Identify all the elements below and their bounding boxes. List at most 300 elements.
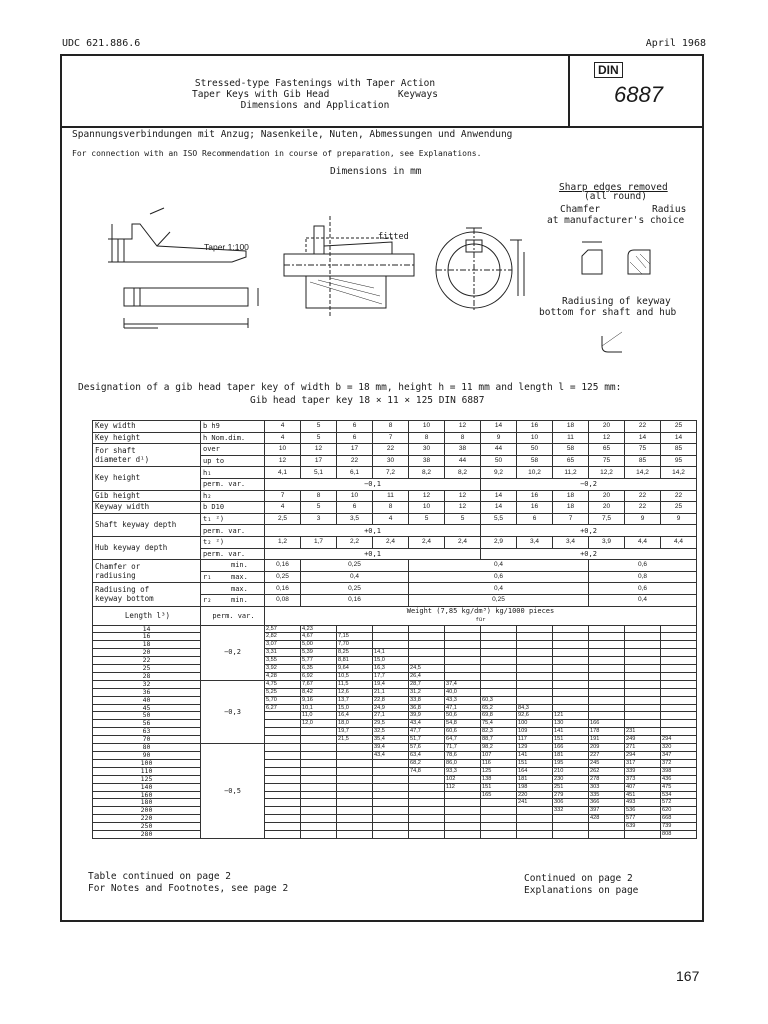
dimensions-unit: Dimensions in mm	[330, 166, 422, 177]
value-cell: 2,5	[265, 513, 301, 525]
weight-cell: 8,81	[337, 657, 373, 665]
value-cell: 1,2	[265, 536, 301, 548]
value-cell: 4,4	[625, 536, 661, 548]
weight-cell: 279	[553, 791, 589, 799]
weight-cell: 78,6	[445, 752, 481, 760]
weight-cell	[373, 807, 409, 815]
weight-cell: 17,7	[373, 672, 409, 680]
weight-cell: 84,3	[517, 704, 553, 712]
weight-cell	[625, 688, 661, 696]
weight-cell	[661, 641, 697, 649]
weight-cell: 102	[445, 775, 481, 783]
value-cell: 25	[661, 421, 697, 433]
chamfer-symbol: r₁	[203, 573, 212, 582]
value-cell: 0,8	[589, 571, 697, 583]
weight-cell	[265, 728, 301, 736]
weight-cell: 88,7	[481, 736, 517, 744]
value-cell: 18	[553, 502, 589, 514]
gib-head-key-drawing	[108, 208, 258, 328]
length-value: 16	[93, 633, 201, 641]
weight-cell: 668	[661, 815, 697, 823]
row-label: Hub keyway depth	[93, 536, 201, 559]
radiusing-label-1: Radiusing of	[95, 585, 150, 595]
perm-var-label: perm. var.	[201, 548, 265, 560]
weight-cell: 10,5	[337, 672, 373, 680]
value-cell: 65	[589, 444, 625, 456]
weight-cell	[589, 712, 625, 720]
weight-cell	[445, 807, 481, 815]
length-row	[93, 633, 697, 641]
weight-cell	[589, 704, 625, 712]
weight-cell	[301, 752, 337, 760]
weight-cell	[301, 799, 337, 807]
weight-cell	[625, 625, 661, 633]
value-cell: 8,2	[445, 467, 481, 479]
weight-cell: 16,3	[373, 665, 409, 673]
gib-height-row	[93, 490, 697, 502]
weight-cell: 6,35	[301, 665, 337, 673]
weight-cell: 639	[625, 823, 661, 831]
value-cell: 3,4	[517, 536, 553, 548]
weight-cell	[373, 633, 409, 641]
value-cell: 38	[409, 455, 445, 467]
weight-cell: 100	[517, 720, 553, 728]
value-cell: 18	[553, 490, 589, 502]
weight-cell: 151	[517, 759, 553, 767]
value-cell: 10	[409, 502, 445, 514]
weight-cell	[625, 672, 661, 680]
weight-cell	[373, 799, 409, 807]
length-value: 100	[93, 759, 201, 767]
weight-cell: 372	[661, 759, 697, 767]
weight-cell	[553, 704, 589, 712]
value-cell: 75	[589, 455, 625, 467]
weight-cell	[481, 688, 517, 696]
weight-cell: 4,23	[301, 625, 337, 633]
weight-cell: 92,6	[517, 712, 553, 720]
weight-cell: 75,4	[481, 720, 517, 728]
value-cell: 58	[553, 444, 589, 456]
value-cell: 85	[625, 455, 661, 467]
weight-cell	[265, 823, 301, 831]
weight-cell	[517, 688, 553, 696]
weight-cell: 14,1	[373, 649, 409, 657]
perm-var-group: −0,2	[201, 625, 265, 680]
weight-cell	[373, 759, 409, 767]
weight-cell: 141	[553, 728, 589, 736]
weight-cell	[589, 641, 625, 649]
weight-cell: 43,3	[445, 696, 481, 704]
weight-cell	[409, 799, 445, 807]
perm-var-right: −0,2	[481, 478, 697, 490]
weight-cell: 60,6	[445, 728, 481, 736]
value-cell: 10	[265, 444, 301, 456]
weight-cell: 428	[589, 815, 625, 823]
weight-cell	[301, 815, 337, 823]
value-cell: 5	[301, 432, 337, 444]
weight-cell	[337, 783, 373, 791]
weight-cell: 373	[625, 775, 661, 783]
weight-cell	[265, 815, 301, 823]
value-cell: 14,2	[625, 467, 661, 479]
weight-cell	[481, 823, 517, 831]
weight-cell	[337, 799, 373, 807]
weight-cell: 33,8	[409, 696, 445, 704]
weight-cell: 54,8	[445, 720, 481, 728]
weight-cell	[517, 649, 553, 657]
value-cell: 65	[553, 455, 589, 467]
value-cell: 30	[373, 455, 409, 467]
weight-cell	[553, 696, 589, 704]
weight-cell: 8,25	[337, 649, 373, 657]
weight-cell	[373, 823, 409, 831]
weight-cell: 28,7	[409, 680, 445, 688]
weight-cell	[445, 831, 481, 839]
weight-cell: 451	[625, 791, 661, 799]
value-cell: 10	[337, 490, 373, 502]
weight-cell	[265, 720, 301, 728]
value-cell: 3	[301, 513, 337, 525]
weight-cell	[445, 823, 481, 831]
german-title: Spannungsverbindungen mit Anzug; Nasenkeile, Nuten, Abmessungen und Anwendung	[72, 129, 513, 140]
row-symbol: h₂	[201, 490, 265, 502]
weight-cell	[661, 720, 697, 728]
weight-cell	[589, 831, 625, 839]
weight-cell: 6,27	[265, 704, 301, 712]
weight-cell	[373, 831, 409, 839]
weight-cell	[625, 720, 661, 728]
weight-header: Weight (7,85 kg/dm³) kg/1000 pieces	[406, 607, 555, 615]
weight-cell: 739	[661, 823, 697, 831]
weight-cell: 138	[481, 775, 517, 783]
value-cell: 12	[445, 421, 481, 433]
weight-cell	[481, 633, 517, 641]
footer-explanations: Explanations on page	[524, 885, 639, 896]
length-value: 220	[93, 815, 201, 823]
weight-cell: 18,0	[337, 720, 373, 728]
length-row	[93, 759, 697, 767]
length-row	[93, 704, 697, 712]
weight-cell: 64,7	[445, 736, 481, 744]
weight-cell	[517, 657, 553, 665]
weight-cell: 620	[661, 807, 697, 815]
weight-cell: 65,2	[481, 704, 517, 712]
length-row	[93, 712, 697, 720]
weight-cell: 40,0	[445, 688, 481, 696]
weight-cell: 335	[589, 791, 625, 799]
weight-cell: 245	[589, 759, 625, 767]
perm-var-group: −0,3	[201, 680, 265, 743]
perm-var-group: −0,5	[201, 744, 265, 839]
weight-cell: 262	[589, 767, 625, 775]
weight-cell: 808	[661, 831, 697, 839]
weight-cell: 241	[517, 799, 553, 807]
length-value: 110	[93, 767, 201, 775]
weight-cell: 68,2	[409, 759, 445, 767]
length-row	[93, 815, 697, 823]
weight-cell	[481, 815, 517, 823]
weight-cell	[589, 672, 625, 680]
row-symbol: over	[201, 444, 265, 456]
weight-cell	[409, 783, 445, 791]
weight-cell	[481, 680, 517, 688]
udc-code: UDC 621.886.6	[62, 38, 141, 49]
weight-cell: 32,5	[373, 728, 409, 736]
value-cell: 0,4	[409, 560, 589, 572]
length-value: 280	[93, 831, 201, 839]
radiusing-row-1	[93, 583, 697, 595]
perm-var-left: +0,1	[265, 548, 481, 560]
designation-example: Gib head taper key 18 × 11 × 125 DIN 6887	[250, 395, 485, 406]
weight-cell: 35,4	[373, 736, 409, 744]
weight-cell	[409, 657, 445, 665]
weight-cell	[445, 672, 481, 680]
weight-cell: 2,82	[265, 633, 301, 641]
weight-cell: 534	[661, 791, 697, 799]
chamfer-symbol-cell	[201, 571, 265, 583]
key-height-h1-row	[93, 467, 697, 479]
weight-cell: 47,1	[445, 704, 481, 712]
weight-cell: 21,5	[337, 736, 373, 744]
radiusing-label	[93, 583, 201, 606]
weight-cell	[661, 625, 697, 633]
weight-cell	[337, 815, 373, 823]
weight-cell	[589, 823, 625, 831]
weight-cell	[337, 807, 373, 815]
value-cell: 20	[589, 421, 625, 433]
value-cell: 0,6	[409, 571, 589, 583]
weight-cell	[625, 680, 661, 688]
value-cell: 22	[337, 455, 373, 467]
weight-cell	[337, 831, 373, 839]
length-row	[93, 752, 697, 760]
value-cell: 0,08	[265, 594, 301, 606]
weight-cell	[409, 823, 445, 831]
weight-cell: 39,9	[409, 712, 445, 720]
weight-cell: 195	[553, 759, 589, 767]
value-cell: 58	[517, 455, 553, 467]
value-cell: 22	[661, 490, 697, 502]
weight-cell: 24,9	[373, 704, 409, 712]
weight-cell: 3,92	[265, 665, 301, 673]
value-cell: 11	[553, 432, 589, 444]
weight-cell: 121	[553, 712, 589, 720]
weight-cell: 306	[553, 799, 589, 807]
weight-cell	[661, 657, 697, 665]
chamfer-radius-detail	[582, 242, 650, 352]
weight-cell	[661, 728, 697, 736]
weight-cell	[373, 641, 409, 649]
weight-cell	[337, 625, 373, 633]
weight-cell: 191	[589, 736, 625, 744]
weight-cell: 24,5	[409, 665, 445, 673]
value-cell: 7	[265, 490, 301, 502]
title-line-1: Stressed-type Fastenings with Taper Action	[194, 78, 436, 89]
weight-cell	[337, 752, 373, 760]
value-cell: 2,9	[481, 536, 517, 548]
weight-cell	[517, 831, 553, 839]
weight-cell: 577	[625, 815, 661, 823]
perm-var-left: −0,1	[265, 478, 481, 490]
weight-cell	[589, 688, 625, 696]
title-line-3: Dimensions and Application	[240, 100, 390, 111]
weight-cell: 37,4	[445, 680, 481, 688]
length-value: 125	[93, 775, 201, 783]
perm-var-right: +0,2	[481, 548, 697, 560]
chamfer-min-max: min.	[231, 561, 248, 570]
length-row	[93, 807, 697, 815]
value-cell: 8	[373, 421, 409, 433]
value-cell: 4	[265, 502, 301, 514]
value-cell: 0,25	[301, 560, 409, 572]
weight-cell	[265, 767, 301, 775]
value-cell: 5	[445, 513, 481, 525]
weight-cell	[337, 823, 373, 831]
key-height-row	[93, 432, 697, 444]
length-row	[93, 680, 697, 688]
shaft-over-row	[93, 444, 697, 456]
weight-cell	[625, 665, 661, 673]
length-row	[93, 823, 697, 831]
weight-cell: 86,0	[445, 759, 481, 767]
length-value: 45	[93, 704, 201, 712]
weight-cell	[625, 712, 661, 720]
weight-cell	[445, 665, 481, 673]
weight-cell	[409, 791, 445, 799]
radiusing-min-max: min.	[231, 596, 248, 605]
value-cell: 95	[661, 455, 697, 467]
weight-cell: 3,07	[265, 641, 301, 649]
footer-continued-left: Table continued on page 2	[88, 871, 231, 882]
value-cell: 10,2	[517, 467, 553, 479]
value-cell: 0,25	[301, 583, 409, 595]
weight-cell	[553, 633, 589, 641]
weight-cell: 29,5	[373, 720, 409, 728]
weight-cell	[625, 831, 661, 839]
value-cell: 14	[481, 490, 517, 502]
weight-cell	[661, 672, 697, 680]
weight-cell	[337, 791, 373, 799]
weight-subheader: für	[475, 617, 486, 623]
weight-cell: 82,3	[481, 728, 517, 736]
weight-cell	[481, 831, 517, 839]
row-symbol: t₂ ²)	[201, 536, 265, 548]
weight-cell: 57,6	[409, 744, 445, 752]
weight-cell	[301, 823, 337, 831]
weight-cell	[661, 696, 697, 704]
weight-cell	[625, 633, 661, 641]
row-symbol: b D10	[201, 502, 265, 514]
weight-cell: 13,7	[337, 696, 373, 704]
weight-cell	[589, 649, 625, 657]
value-cell: 4,1	[265, 467, 301, 479]
chamfer-symbol-cell	[201, 560, 265, 572]
weight-cell: 2,57	[265, 625, 301, 633]
value-cell: 14	[481, 502, 517, 514]
weight-cell: 151	[481, 783, 517, 791]
length-value: 50	[93, 712, 201, 720]
fitted-assembly-drawing	[284, 216, 414, 318]
weight-cell	[481, 672, 517, 680]
value-cell: 20	[589, 490, 625, 502]
length-value: 36	[93, 688, 201, 696]
weight-cell	[553, 823, 589, 831]
value-cell: 0,4	[589, 594, 697, 606]
weight-cell	[265, 752, 301, 760]
key-width-row	[93, 421, 697, 433]
length-row	[93, 728, 697, 736]
weight-cell	[409, 815, 445, 823]
row-label: Key height	[93, 467, 201, 490]
value-cell: 44	[445, 455, 481, 467]
row-label: Shaft keyway depth	[93, 513, 201, 536]
perm-header: perm. var.	[201, 606, 265, 625]
value-cell: 2,4	[373, 536, 409, 548]
weight-cell	[553, 657, 589, 665]
perm-var-left: +0,1	[265, 525, 481, 537]
weight-cell: 251	[553, 783, 589, 791]
technical-drawings	[62, 56, 702, 366]
value-cell: 8	[445, 432, 481, 444]
value-cell: 5	[301, 502, 337, 514]
weight-cell: 43,4	[409, 720, 445, 728]
weight-cell: 220	[517, 791, 553, 799]
length-row	[93, 767, 697, 775]
row-symbol: up to	[201, 455, 265, 467]
weight-cell: 339	[625, 767, 661, 775]
length-value: 28	[93, 672, 201, 680]
weight-cell: 10,1	[301, 704, 337, 712]
weight-cell: 74,8	[409, 767, 445, 775]
date: April 1968	[645, 38, 706, 49]
value-cell: 9	[625, 513, 661, 525]
weight-cell: 166	[553, 744, 589, 752]
weight-cell	[445, 633, 481, 641]
weight-cell: 19,7	[337, 728, 373, 736]
weight-cell	[301, 783, 337, 791]
value-cell: 0,16	[265, 560, 301, 572]
weight-cell	[445, 649, 481, 657]
length-header: Length l³)	[93, 606, 201, 625]
radiusing-symbol-cell	[201, 583, 265, 595]
radiusing-label-2: keyway bottom	[95, 594, 154, 604]
length-row	[93, 641, 697, 649]
length-value: 63	[93, 728, 201, 736]
weight-cell: 12,0	[301, 720, 337, 728]
weight-cell	[625, 657, 661, 665]
length-row	[93, 744, 697, 752]
length-value: 22	[93, 657, 201, 665]
weight-cell	[589, 625, 625, 633]
weight-cell: 112	[445, 783, 481, 791]
weight-cell	[373, 791, 409, 799]
hub-keyway-row	[93, 536, 697, 548]
value-cell: 0,16	[301, 594, 409, 606]
weight-cell	[517, 633, 553, 641]
value-cell: 5	[301, 421, 337, 433]
value-cell: 12	[445, 490, 481, 502]
length-row	[93, 799, 697, 807]
value-cell: 22	[625, 421, 661, 433]
value-cell: 18	[553, 421, 589, 433]
length-value: 180	[93, 799, 201, 807]
weight-cell	[409, 625, 445, 633]
radiusing-note-2: bottom for shaft and hub	[539, 307, 677, 318]
weight-cell: 572	[661, 799, 697, 807]
weight-cell: 5,70	[265, 696, 301, 704]
weight-cell	[517, 680, 553, 688]
weight-cell	[337, 759, 373, 767]
